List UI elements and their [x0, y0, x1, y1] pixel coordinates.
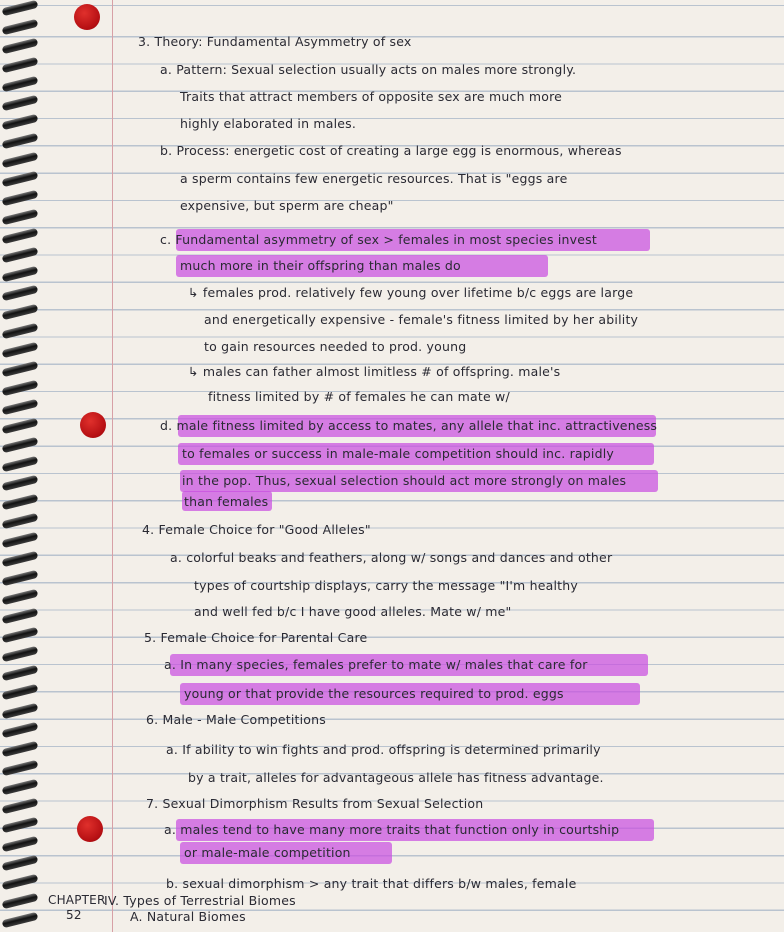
- note-line: to gain resources needed to prod. young: [204, 339, 467, 354]
- note-line: ↳ females prod. relatively few young over lifetime b/c eggs are large: [188, 285, 634, 300]
- margin-note: CHAPTER: [48, 893, 106, 907]
- note-line: a. colorful beaks and feathers, along w/ songs and dances and other: [170, 550, 613, 565]
- spiral-coil: [2, 646, 39, 662]
- spiral-coil: [2, 722, 39, 738]
- punch-hole: [80, 412, 106, 438]
- note-line: than females: [184, 494, 269, 509]
- heading-4: 4. Female Choice for "Good Alleles": [142, 522, 371, 537]
- spiral-coil: [2, 893, 39, 909]
- chapter-heading: IV. Types of Terrestrial Biomes: [104, 893, 296, 908]
- spiral-coil: [2, 342, 39, 358]
- spiral-coil: [2, 76, 39, 92]
- spiral-coil: [2, 209, 39, 225]
- note-line: c. Fundamental asymmetry of sex > females in most species invest: [160, 232, 597, 247]
- spiral-coil: [2, 855, 39, 871]
- spiral-coil: [2, 703, 39, 719]
- spiral-coil: [2, 684, 39, 700]
- spiral-coil: [2, 494, 39, 510]
- spiral-coil: [2, 608, 39, 624]
- spiral-coil: [2, 380, 39, 396]
- spiral-coil: [2, 836, 39, 852]
- note-line: and well fed b/c I have good alleles. Mate w/ me": [194, 604, 512, 619]
- note-line: to females or success in male-male competition should inc. rapidly: [182, 446, 615, 461]
- note-line: a. Pattern: Sexual selection usually acts on males more strongly.: [160, 62, 577, 77]
- note-line: highly elaborated in males.: [180, 116, 357, 131]
- spiral-coil: [2, 551, 39, 567]
- heading-5: 5. Female Choice for Parental Care: [144, 630, 368, 645]
- spiral-coil: [2, 399, 39, 415]
- note-line: ↳ males can father almost limitless # of offspring. male's: [188, 364, 561, 379]
- spiral-coil: [2, 304, 39, 320]
- punch-hole: [77, 816, 103, 842]
- spiral-coil: [2, 589, 39, 605]
- note-line: in the pop. Thus, sexual selection should act more strongly on males: [182, 473, 627, 488]
- spiral-coil: [2, 779, 39, 795]
- spiral-coil: [2, 798, 39, 814]
- spiral-coil: [2, 475, 39, 491]
- note-line: a. If ability to win fights and prod. offspring is determined primarily: [166, 742, 601, 757]
- spiral-coil: [2, 323, 39, 339]
- note-line: and energetically expensive - female's fitness limited by her ability: [204, 312, 639, 327]
- note-line: by a trait, alleles for advantageous allele has fitness advantage.: [188, 770, 604, 785]
- note-line: young or that provide the resources required to prod. eggs: [184, 686, 564, 701]
- spiral-coil: [2, 418, 39, 434]
- spiral-binding: [0, 0, 42, 932]
- note-line: much more in their offspring than males do: [180, 258, 461, 273]
- spiral-coil: [2, 817, 39, 833]
- note-line: b. sexual dimorphism > any trait that differs b/w males, female: [166, 876, 577, 891]
- spiral-coil: [2, 133, 39, 149]
- punch-hole: [74, 4, 100, 30]
- heading-7: 7. Sexual Dimorphism Results from Sexual Selection: [146, 796, 484, 811]
- spiral-coil: [2, 456, 39, 472]
- spiral-coil: [2, 114, 39, 130]
- note-line: Traits that attract members of opposite sex are much more: [180, 89, 563, 104]
- chapter-subheading: A. Natural Biomes: [130, 909, 246, 924]
- margin-rule: [112, 0, 113, 932]
- note-line: a. males tend to have many more traits that function only in courtship: [164, 822, 620, 837]
- spiral-coil: [2, 19, 39, 35]
- heading-3: 3. Theory: Fundamental Asymmetry of sex: [138, 34, 412, 49]
- spiral-coil: [2, 152, 39, 168]
- spiral-coil: [2, 0, 39, 16]
- spiral-coil: [2, 665, 39, 681]
- note-line: types of courtship displays, carry the message "I'm healthy: [194, 578, 578, 593]
- spiral-coil: [2, 627, 39, 643]
- spiral-coil: [2, 57, 39, 73]
- spiral-coil: [2, 38, 39, 54]
- note-line: a. In many species, females prefer to mate w/ males that care for: [164, 657, 588, 672]
- spiral-coil: [2, 95, 39, 111]
- note-line: b. Process: energetic cost of creating a large egg is enormous, whereas: [160, 143, 622, 158]
- spiral-coil: [2, 570, 39, 586]
- margin-note: 52: [66, 908, 82, 922]
- spiral-coil: [2, 228, 39, 244]
- spiral-coil: [2, 912, 39, 928]
- note-line: d. male fitness limited by access to mates, any allele that inc. attractiveness: [160, 418, 658, 433]
- spiral-coil: [2, 760, 39, 776]
- spiral-coil: [2, 190, 39, 206]
- spiral-coil: [2, 532, 39, 548]
- spiral-coil: [2, 266, 39, 282]
- spiral-coil: [2, 741, 39, 757]
- note-line: expensive, but sperm are cheap": [180, 198, 394, 213]
- spiral-coil: [2, 437, 39, 453]
- spiral-coil: [2, 247, 39, 263]
- spiral-coil: [2, 361, 39, 377]
- note-line: or male-male competition: [184, 845, 351, 860]
- spiral-coil: [2, 171, 39, 187]
- note-line: fitness limited by # of females he can mate w/: [208, 389, 510, 404]
- heading-6: 6. Male - Male Competitions: [146, 712, 326, 727]
- spiral-coil: [2, 513, 39, 529]
- spiral-coil: [2, 285, 39, 301]
- spiral-coil: [2, 874, 39, 890]
- note-line: a sperm contains few energetic resources. That is "eggs are: [180, 171, 568, 186]
